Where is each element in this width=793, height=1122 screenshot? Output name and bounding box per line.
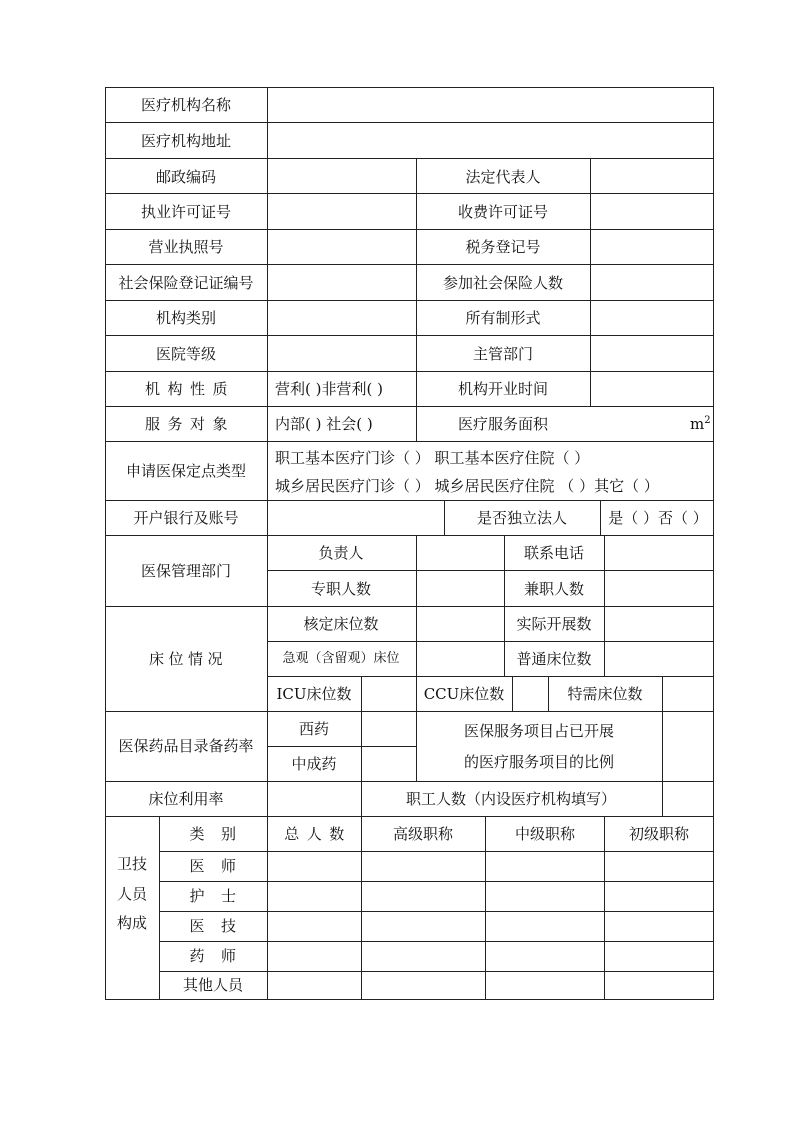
row-line — [105, 711, 714, 712]
label-normal-beds: 普通床位数 — [516, 650, 592, 668]
header-total: 总人数 — [284, 825, 352, 843]
label-chinese-patent: 中成药 — [291, 755, 337, 773]
row-line — [105, 300, 714, 301]
row-technician: 医技 — [189, 917, 253, 935]
label-icu-beds: ICU床位数 — [276, 685, 352, 703]
label-tax-reg: 税务登记号 — [465, 238, 541, 256]
col-line — [604, 816, 605, 999]
designated-options-line2: 城乡居民医疗门诊（ ） 城乡居民医疗住院 （ ）其它（ ） — [275, 477, 659, 495]
row-line — [267, 676, 714, 677]
col-line — [662, 711, 663, 816]
row-line — [267, 641, 714, 642]
target-options: 内部( ) 社会( ) — [275, 415, 373, 433]
label-designated-type: 申请医保定点类型 — [125, 462, 247, 480]
label-service-ratio-1: 医保服务项目占已开展 — [463, 722, 615, 740]
col-line — [548, 676, 549, 711]
row-line — [105, 122, 714, 123]
row-line — [105, 193, 714, 194]
header-category: 类别 — [189, 825, 253, 843]
label-western: 西药 — [298, 720, 330, 738]
col-line — [361, 711, 362, 781]
row-line — [105, 441, 714, 442]
label-ownership: 所有制形式 — [465, 309, 541, 327]
col-line — [504, 535, 505, 676]
header-junior: 初级职称 — [628, 825, 690, 843]
label-emergency-beds: 急观（含留观）床位 — [282, 651, 400, 666]
row-line — [105, 371, 714, 372]
row-line — [105, 535, 714, 536]
row-line — [105, 781, 714, 782]
col-line — [416, 535, 417, 676]
row-line — [105, 406, 714, 407]
label-tech-staff-2: 人员 — [116, 885, 148, 903]
label-supervisor: 主管部门 — [472, 345, 534, 363]
label-practice-license: 执业许可证号 — [140, 203, 232, 221]
col-line — [361, 816, 362, 999]
row-line — [105, 816, 714, 817]
label-ccu-beds: CCU床位数 — [423, 685, 505, 703]
label-responsible: 负责人 — [318, 544, 364, 562]
designated-options-line1: 职工基本医疗门诊（ ） 职工基本医疗住院（ ） — [275, 449, 590, 467]
label-inst-category: 机构类别 — [155, 309, 217, 327]
col-line — [267, 87, 268, 1000]
col-line — [361, 781, 362, 816]
header-senior: 高级职称 — [392, 825, 454, 843]
label-legal-rep: 法定代表人 — [465, 168, 541, 186]
col-line — [590, 158, 591, 406]
label-beds: 床位情况 — [148, 650, 228, 668]
col-line — [600, 500, 601, 535]
table-border-right — [713, 87, 714, 1000]
row-nurse: 护士 — [189, 887, 253, 905]
col-line — [444, 500, 445, 535]
label-bank-account: 开户银行及账号 — [133, 509, 239, 527]
col-line — [416, 676, 417, 711]
row-line — [105, 158, 714, 159]
label-fulltime: 专职人数 — [310, 580, 372, 598]
row-line — [159, 911, 714, 912]
table-border-top — [105, 87, 714, 88]
label-service-area: 医疗服务面积 — [457, 415, 549, 433]
row-line — [159, 881, 714, 882]
row-line — [105, 229, 714, 230]
col-line — [662, 676, 663, 711]
row-pharmacist: 药师 — [189, 947, 253, 965]
table-border-left — [105, 87, 106, 1000]
label-business-license: 营业执照号 — [148, 238, 224, 256]
label-parttime: 兼职人数 — [523, 580, 585, 598]
col-line — [361, 676, 362, 711]
label-service-ratio-2: 的医疗服务项目的比例 — [463, 753, 615, 771]
label-tech-staff-3: 构成 — [116, 914, 148, 932]
label-approved-beds: 核定床位数 — [303, 615, 379, 633]
label-staff-count: 职工人数（内设医疗机构填写） — [405, 790, 617, 808]
yes-no-options: 是（ ）否（ ） — [608, 509, 708, 527]
row-line — [267, 570, 714, 571]
label-institution-name: 医疗机构名称 — [140, 96, 232, 114]
label-service-target: 服务对象 — [144, 415, 236, 433]
row-others: 其他人员 — [182, 976, 244, 994]
label-drug-rate: 医保药品目录备药率 — [118, 737, 254, 755]
row-line — [105, 606, 714, 607]
row-line — [105, 264, 714, 265]
area-unit: $m^2$ — [690, 415, 711, 433]
label-open-time: 机构开业时间 — [457, 380, 549, 398]
label-hospital-grade: 医院等级 — [155, 345, 217, 363]
label-inst-nature: 机构性质 — [144, 380, 236, 398]
label-tech-staff-1: 卫技 — [116, 855, 148, 873]
col-line — [512, 676, 513, 711]
col-line — [416, 158, 417, 441]
label-actual-beds: 实际开展数 — [516, 615, 592, 633]
label-institution-address: 医疗机构地址 — [140, 132, 232, 150]
col-line — [604, 535, 605, 676]
row-doctor: 医师 — [189, 857, 253, 875]
col-line — [485, 816, 486, 999]
label-independent-legal: 是否独立法人 — [476, 509, 568, 527]
label-bed-usage: 床位利用率 — [148, 790, 224, 808]
label-social-ins-count: 参加社会保险人数 — [442, 274, 564, 292]
row-line — [105, 335, 714, 336]
row-line — [267, 746, 416, 747]
nature-options: 营利( )非营利( ) — [275, 380, 383, 398]
col-line — [416, 711, 417, 781]
header-middle: 中级职称 — [514, 825, 576, 843]
row-line — [159, 851, 714, 852]
label-fee-license: 收费许可证号 — [457, 203, 549, 221]
label-special-beds: 特需床位数 — [567, 685, 643, 703]
row-line — [159, 971, 714, 972]
row-line — [159, 941, 714, 942]
col-line — [159, 816, 160, 999]
label-postal-code: 邮政编码 — [155, 168, 217, 186]
table-border-bottom — [105, 999, 714, 1000]
label-ins-dept: 医保管理部门 — [140, 562, 232, 580]
label-contact-phone: 联系电话 — [523, 544, 585, 562]
label-social-ins-reg: 社会保险登记证编号 — [118, 274, 254, 292]
row-line — [105, 500, 714, 501]
